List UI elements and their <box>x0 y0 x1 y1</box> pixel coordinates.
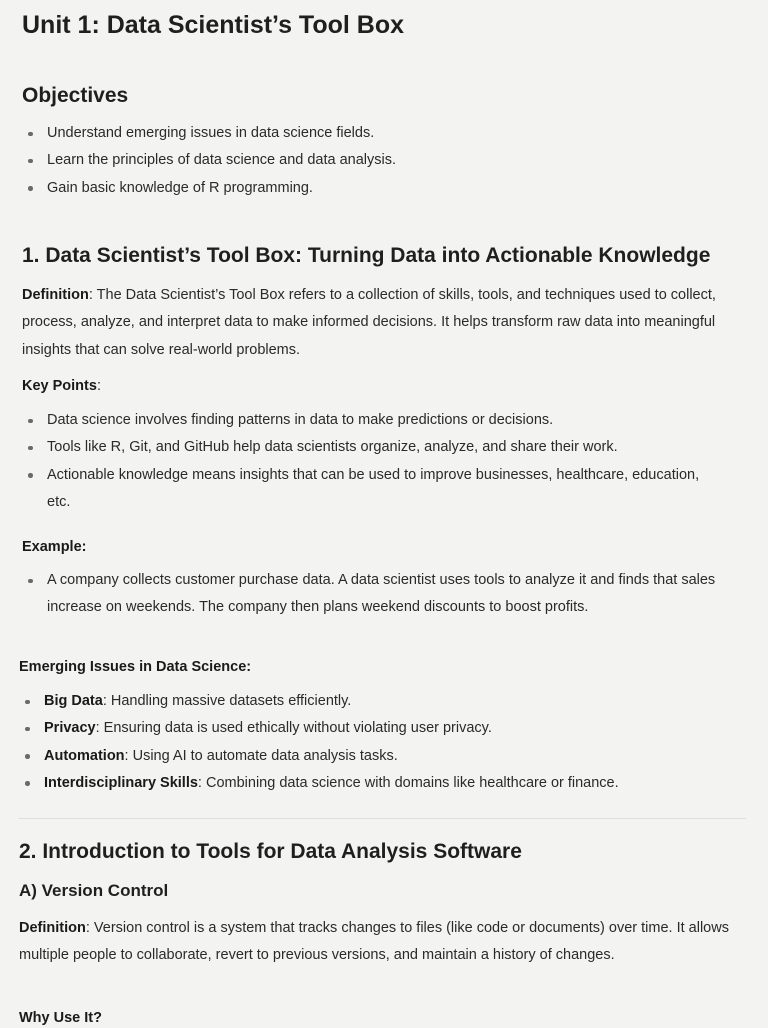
list-item <box>19 688 743 715</box>
list-item: A company collects customer purchase data. A data scientist uses tools to analyze it and finds that sales increase on weekends. The company then plans weekend discounts to boost profits. <box>22 567 742 622</box>
key-points-label <box>22 376 101 396</box>
why-use-it-label <box>19 1008 102 1028</box>
definition-text: : Version control is a system that tracks changes to files (like code or documents) over time. It allows multiple people to collaborate, revert to previous versions, and maintain a history of changes. <box>19 920 729 964</box>
list-item <box>19 743 743 770</box>
emerging-issues-label <box>19 657 251 677</box>
issue-text: : Ensuring data is used ethically without violating user privacy. <box>95 720 492 737</box>
issue-term: Big Data <box>44 693 103 709</box>
emerging-issues-list <box>19 688 743 797</box>
page-title: Unit 1: Data Scientist’s Tool Box <box>22 11 404 39</box>
list-item: Tools like R, Git, and GitHub help data scientists organize, analyze, and share their work. <box>22 434 722 461</box>
objectives-list <box>22 120 742 202</box>
definition-label: Definition <box>19 920 86 936</box>
issue-text: : Handling massive datasets efficiently. <box>102 693 352 709</box>
issue-term: Interdisciplinary Skills <box>44 774 198 791</box>
example-label <box>22 537 86 557</box>
example-list <box>22 567 742 622</box>
key-points-label-text: Key Points <box>22 378 97 394</box>
version-control-subheading: A) Version Control <box>19 881 169 900</box>
list-item: Understand emerging issues in data science fields. <box>22 120 742 147</box>
definition-label: Definition <box>22 287 89 303</box>
issue-text: : Using AI to automate data analysis tasks. <box>124 747 398 764</box>
section2-heading: 2. Introduction to Tools for Data Analysis Software <box>19 840 522 863</box>
list-item: Data science involves finding patterns in data to make predictions or decisions. <box>22 407 722 434</box>
issue-term: Privacy <box>44 720 96 737</box>
why-use-it-label-text: Why Use It? <box>19 1010 102 1026</box>
issue-term: Automation <box>44 747 125 764</box>
list-item: Gain basic knowledge of R programming. <box>22 175 742 202</box>
list-item <box>19 715 743 742</box>
list-item <box>19 770 743 797</box>
emerging-issues-label-text: Emerging Issues in Data Science: <box>19 659 252 675</box>
issue-text: : Combining data science with domains like healthcare or finance. <box>197 774 619 791</box>
objectives-heading: Objectives <box>22 84 129 107</box>
example-label-text: Example: <box>22 539 87 555</box>
section1-definition <box>22 282 742 364</box>
key-points-colon: : <box>96 378 101 394</box>
section-divider <box>19 818 746 819</box>
definition-text: : The Data Scientist’s Tool Box refers to a collection of skills, tools, and techniques used to collect, process, analyze, and interpret data to make informed decisions. It helps transform raw data into meaningful insights that can solve real-world problems. <box>22 287 716 358</box>
section1-heading: 1. Data Scientist’s Tool Box: Turning Data into Actionable Knowledge <box>22 244 711 267</box>
list-item: Learn the principles of data science and data analysis. <box>22 147 742 174</box>
section2-definition <box>19 915 739 970</box>
list-item: Actionable knowledge means insights that can be used to improve businesses, healthcare, education, etc. <box>22 462 722 517</box>
key-points-list <box>22 407 722 516</box>
